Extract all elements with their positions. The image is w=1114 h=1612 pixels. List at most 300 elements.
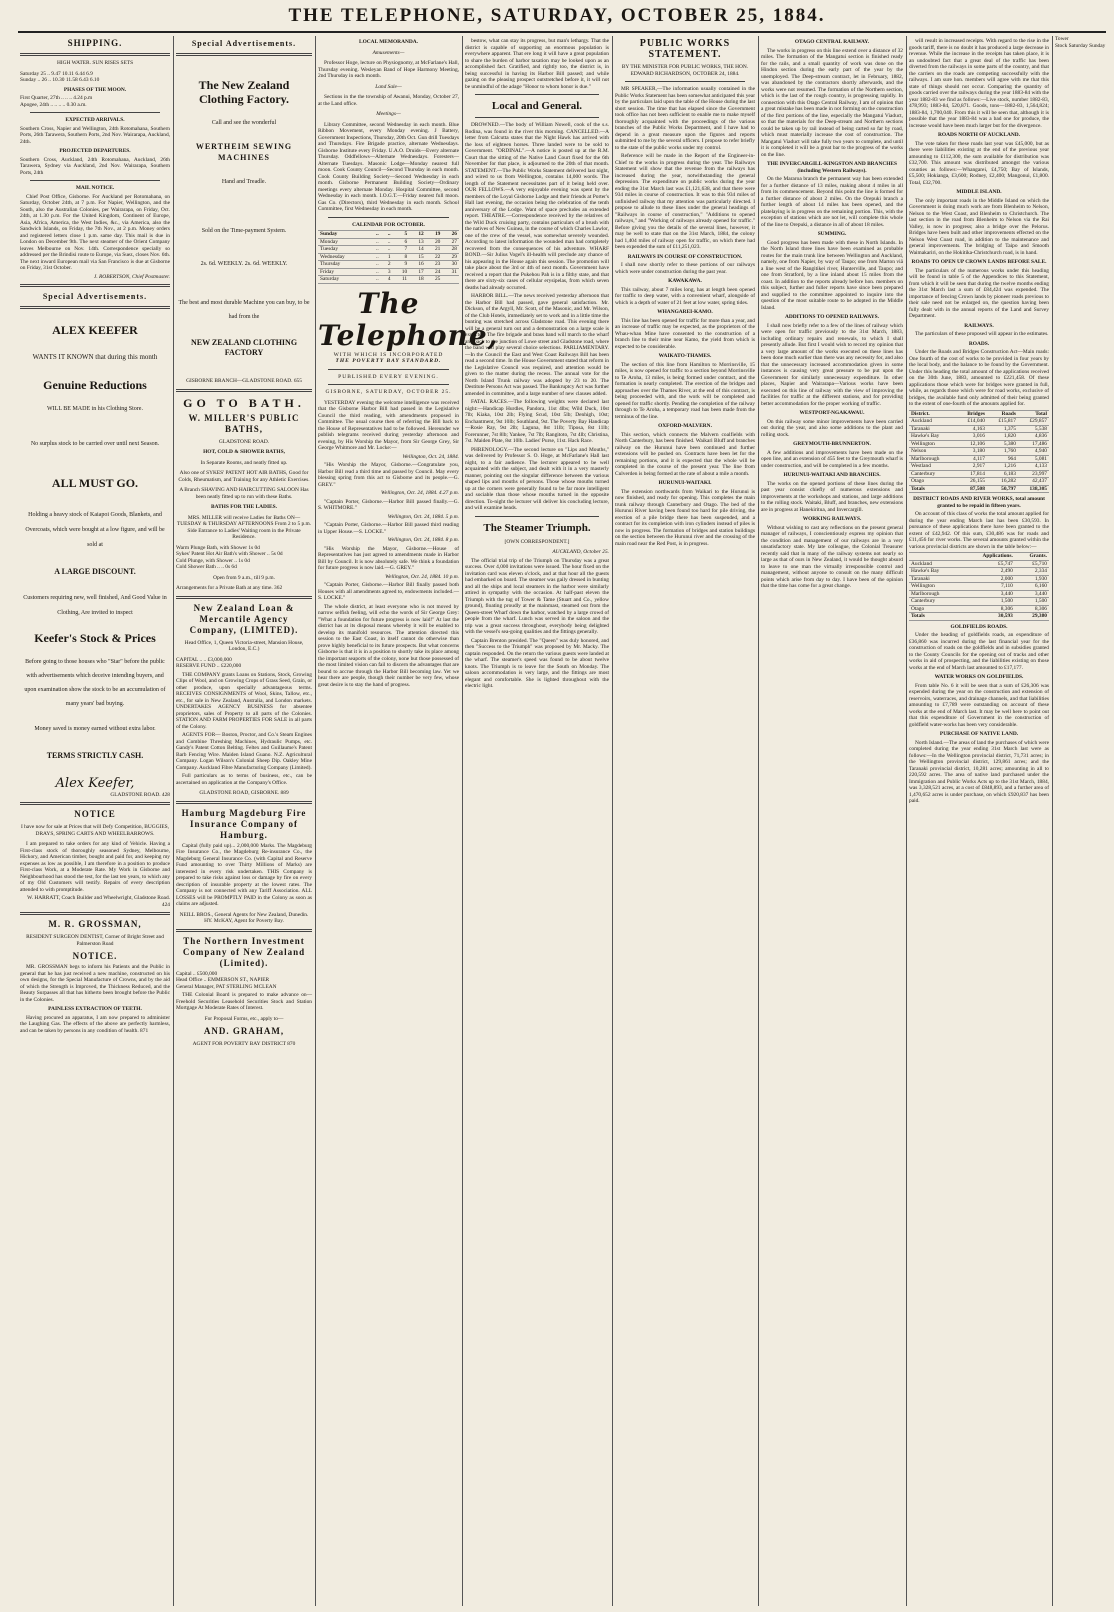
moon-heading: PHASES OF THE MOON.: [63, 86, 127, 93]
greymouth-text: A few additions and improvements have been made on the open line, and an extension of 455 feet to the Greymouth wharf is under construction, and will be completed in a few months.: [761, 449, 903, 469]
divider: [20, 912, 170, 915]
divider: [475, 516, 599, 517]
kawakawa-heading: KAWAKAWA.: [668, 278, 702, 284]
wertheim-heading: WERTHEIM SEWING MACHINES: [195, 142, 293, 162]
land-sale-heading: Land Sale—: [375, 83, 402, 90]
divider: [20, 306, 170, 309]
nameplate-sub1: WITH WHICH IS INCORPORATED: [333, 351, 444, 358]
table-value-cell: 8: [393, 253, 410, 261]
miller-heading: W. MILLER'S PUBLIC BATHS,: [188, 412, 300, 434]
harratt-signature: W. HARRATT, Coach Builder and Wheelwright, Gladstone Road. 424: [27, 895, 170, 908]
column-7: [909, 36, 1049, 1606]
table-value-cell: 5,081: [1018, 455, 1049, 463]
table-value-cell: 3,440: [960, 590, 1014, 598]
additions-heading: ADDITIONS TO OPENED RAILWAYS.: [784, 314, 880, 320]
postmaster-signature: J. ROBERTSON, Chief Postmaster.: [93, 273, 170, 280]
working-heading: WORKING RAILWAYS.: [802, 516, 862, 522]
table-value-cell: 1,760: [987, 448, 1018, 456]
divider: [176, 596, 312, 599]
table-value-cell: 15: [409, 253, 426, 261]
table-value-cell: 3,180: [956, 448, 987, 456]
calendar-row: [318, 238, 459, 246]
water-works-text: From table No. 6 it will be seen that a sum of £26,306 was expended during the year on the construction and extension of reservoirs, waterraces, and drainage channels, and that liabilities amounting to £7,789 were outstanding on account of these works at the end of March last. It may be well here to point out that this expenditure of Government in the construction of goldfield water-works has been very considerable.: [909, 682, 1049, 728]
crown-lands-text: The particulars of the numerous works under this heading will be found in table 5 of the Appendices to this Statement, from which it will be seen that during the twelve months ending the 31st March last a sum of £84,424 was expended. The importance of fencing Crown lands by pioneer roads previous to their sale need not be enlarged on, the question having been fully dealt with in the annual reports of the Land and Survey Department.: [909, 267, 1049, 319]
table-value-cell: £14,040: [956, 418, 987, 426]
dateline: GISBORNE, SATURDAY, OCTOBER 25.: [325, 389, 452, 395]
railway-receipts-text: will result in increased receipts. With regard to the rise in the goods tariff, there is no doubt it has produced a large decrease in revenue. While the increase in the receipts has taken place, it is an undoubted fact that a great deal of the traffic has been diverted from the railways in some parts of the country, and that the carriers on the roads are competing successfully with the railways. I am sure hon. members will agree with me that this state of things should not occur. Comparing the quantity of goods carried over the railways during the year 1883-84 with the year 1882-83 we find as follows:—Live stock, number 1882-83, 478,993; 1883-84, 520,871. Goods, tons—1882-83, 1,564,824; 1883-84, 1,700,040. From this it will be seen that, although it is possible that the year 1883-84 was a bad one for produce, the increase would have been much larger but for the divergence.: [909, 38, 1049, 129]
discount-heading: A LARGE DISCOUNT.: [54, 567, 136, 576]
table-row: [909, 560, 1049, 568]
divider: [475, 117, 599, 118]
steamer-subtitle: [OWN CORRESPONDENT.]: [504, 538, 570, 545]
table-value-cell: ..: [381, 246, 393, 254]
table-value-cell: 25: [426, 276, 443, 284]
table-label-cell: Taranaki: [909, 575, 960, 583]
miller-address: GLADSTONE ROAD.: [218, 438, 270, 445]
table-row: [909, 433, 1049, 441]
terms-heading: TERMS STRICTLY CASH.: [46, 751, 144, 760]
divider: [328, 384, 449, 385]
table-value-cell: 2: [381, 261, 393, 269]
table-value-cell: 5,538: [1018, 425, 1049, 433]
grants-table: [909, 552, 1049, 621]
table-value-cell: 964: [987, 455, 1018, 463]
all-must-go: ALL MUST GO.: [51, 476, 139, 490]
column-rule: [173, 36, 174, 1606]
divider: [30, 112, 160, 113]
rcc-heading: RAILWAYS IN COURSE OF CONSTRUCTION.: [627, 253, 743, 260]
price-row: Warm Plunge Bath, with Shower 1s 0d: [176, 544, 260, 551]
table-label-cell: Canterbury: [909, 470, 956, 478]
northern-heading: The Northern Investment Company of New Zealand (Limited).: [182, 935, 306, 968]
table-value-cell: Applications.: [960, 553, 1014, 561]
meetings-heading: Meetings—: [376, 111, 401, 117]
notice-subtitle: I have now for sale at Prices that will Defy Competition, BUGGIES, DRAYS, SPRING CARTS AND WHEELBARROWS.: [20, 824, 170, 837]
table-value-cell: 8,306: [1015, 605, 1049, 613]
table-label-cell: Auckland: [909, 418, 956, 426]
table-value-cell: ..: [369, 253, 381, 261]
table-value-cell: 17,486: [1018, 440, 1049, 448]
table-value-cell: 6,160: [1015, 583, 1049, 591]
local-general-heading: Local and General.: [491, 100, 583, 112]
calendar-row: [318, 276, 459, 284]
nameplate: [318, 286, 499, 396]
table-value-cell: 1,930: [1015, 575, 1049, 583]
telegram-date: Wellington, Oct. 24, 1884. 10 p.m.: [385, 573, 459, 580]
table-value-cell: 23,997: [1018, 470, 1049, 478]
table-value-cell: 7: [393, 246, 410, 254]
column-rule: [1052, 36, 1053, 1606]
oxford-text: This section, which connects the Malvern coalfields with North Canterbury, has been finished. Waikari Bluff and branches railway on the Hurunui have been continued and further extensions will be pushed on. Contracts have been let for the remaining portions, and it is expected that the whole will be completed in the course of the present year. The line from Culverden is being formed at the rate of about a mile a month.: [615, 431, 755, 477]
district-table: [909, 410, 1049, 494]
table-value-cell: Total: [1018, 410, 1049, 418]
table-value-cell: 30,593: [960, 613, 1014, 621]
waikato-heading: WAIKATO-THAMES.: [658, 353, 712, 359]
hurunui-heading: HURUNUI-WAITAKI.: [658, 480, 712, 486]
pws-text: Reference will be made in the Report of the Engineer-in-Chief to the works in progress during the year. The Railways Statement will show that the revenue from the railways has increased during the year, notwithstanding the general depression. The expenditure on public works during the year ending the 31st March last was £1,121,638, and that there were 934 miles in course of construction. It was to this 934 miles of unfinished railway that my attention was particularly directed. I propose to allude to these lines under the general headings of "Railways in course of construction," "Additions to opened railways," and "Working of railways already opened for traffic." Before giving you the details of the several lines, however, it may be well to state that on the 31st March, 1884, the colony had 1,404 miles of railway open for traffic, on which there had been expended the sum of £11,251,023.: [615, 153, 755, 250]
table-value-cell: 29,380: [1015, 613, 1049, 621]
westport-text: On this railway some minor improvements have been carried out during the year, and also some additions to the plant and rolling stock.: [761, 418, 903, 438]
call-text: Call and see the wonderful: [211, 120, 277, 126]
moon-row: First Quarter, 27th .. .. .. 4.24 p.m: [20, 95, 93, 101]
ladies-text: MRS. MILLER will receive Ladies for Baths ON— TUESDAY & THURSDAY AFTERNOONS From 2 to 5 p.m. Side Entrance to Ladies' Waiting room in the Private Residence.: [176, 514, 312, 540]
otago-text: The works in progress on this line extend over a distance of 32 miles. The formation of the Mangatui section is finished ready for the rails, and a small quantity of work was done on the Hindon section during the early part of the year by the unemployed. The Deep-stream contract, let in February, 1882, was abandoned by the contractors shortly afterwards, and the works were not resumed. The formation of the Northern section, which is the last of the rough country, is progressing rapidly. In connection with this Otago Central Railway, I am of opinion that a great mistake has been made in not forming on the construction of the first portions of the line, especially the Mangatui Viaduct, so that the materials for the Deep-stream and Northern sections could be taken up by rail instead of being carted so far by road, which must materially increase the cost of construction. The Mangatui Viaduct will take fully two years to complete, and until it is completed it will be a great bar to the progress of the works on the line.: [761, 47, 903, 158]
table-row: [909, 418, 1049, 426]
table-value-cell: 10: [393, 268, 410, 276]
leader-text: YESTERDAY evening the welcome intelligence was received that the Gisborne Harbor Bill had passed in the Legislative Council the third reading, with amendments proposed in Committee. The usual course then of referring the Bill back to the House of Representatives had to be followed. Hereunder we publish telegrams received during yesterday afternoon and evening, by His Worship the Mayor, from Sir George Grey, Sir George Whitmore and Mr. Locke:—: [318, 399, 459, 451]
table-row: [909, 583, 1049, 591]
column-8-edge: [1055, 36, 1110, 1606]
table-value-cell: Bridges: [956, 410, 987, 418]
notice-text: I am prepared to take orders for any kind of Vehicle. Having a First-class stock of thoroughly seasoned Sydney, Melbourne, Hickory, and American timber, bought and paid for, and keeping my expenses as low as possible, I am therefore in a position to produce First-class Work, at a Moderate Rate. My Work in Gisborne and Neighbourhood has stood the test, for the last ten years, to which any of my Old Customers will testify. Repairs of every description attended to with promptitude.: [20, 841, 170, 893]
column-5: [615, 36, 755, 1606]
holding-text: Holding a heavy stock of Kaiapoi Goods, Blankets, and Overcoats, which were bought at a low figure, and will be sold at: [25, 512, 165, 548]
graham-name: AND. GRAHAM,: [203, 1026, 285, 1036]
painless-text: Having procured an apparatus, I am now prepared to administer the Laughing Gas. The effects of the above are perfectly harmless, and can be taken by persons in any condition of health. 871: [20, 1014, 170, 1034]
table-value-cell: 1,216: [987, 463, 1018, 471]
table-value-cell: ..: [369, 276, 381, 284]
money-text: Money saved is money earned without extra labor.: [34, 726, 156, 732]
table-value-cell: 21: [426, 246, 443, 254]
table-value-cell: £5,710: [1015, 560, 1049, 568]
calendar-row: [318, 231, 459, 239]
roads-north-text: The vote taken for these roads last year was £45,000, but as there were liabilities existing at the end of the previous year amounting to £112,300, the sum available for distribution was £32,700. This amount was distributed amongst the various counties as follows:—Whangarei, £4,750; Bay of Islands, £5,500; Hokianga, £3,600; Rodney, £2,400; Mangonui, £1,800. Total, £32,700.: [909, 140, 1049, 186]
westport-heading: WESTPORT-NGAKAWAU.: [799, 410, 865, 416]
hurunui-branches-heading: HURUNUI-WAITAKI AND BRANCHES.: [783, 472, 881, 478]
telegram-date: Wellington, Oct. 24, 1884. 4.27 p.m.: [381, 490, 459, 496]
divider: [20, 53, 170, 56]
amusements-text: Professor Hoge, lecture on Physiognomy, at McFarlane's Hall, Thursday evening. Wesleyan Band of Hope Harmony Meeting, 2nd Thursday in each month.: [318, 60, 459, 79]
table-label-cell: Marlborough: [909, 590, 960, 598]
divider: [328, 217, 449, 218]
divider: [176, 929, 312, 932]
nzloan-head-office: Head Office, 1, Queen Victoria-street, Mansion House, London, E.C.): [184, 639, 304, 652]
table-label-cell: Friday: [318, 268, 369, 276]
table-value-cell: 29: [442, 253, 459, 261]
mail-text: Chief Post Office, Gisborne. For Auckland per Rotomahana, on Saturday, October 24th, at 7 p.m. For Napier, Wellington, and the South, also the Australian Colonies, per Wairarapa, on Friday, Oct. 24th, at 1.30 p.m. For the United Kingdom, Continent of Europe, Asia, Africa, America, the West Indies, &c., via America, also the Sandwich Islands, on Friday, the 7th Nov., at 2 p.m. Money orders and registered letters close 1 p.m. same day. This mail is due in London on December 9th. The next steamer of the Orient Company leaves Melbourne on Nov. 14th. Correspondence specially so addressed per the Brindisi route to Europe, via Suez, closes Nov. 6th. The next inward European mail via San Francisco is due at Gisborne on Friday, 31st October.: [20, 193, 170, 271]
table-label-cell: Monday: [318, 238, 369, 246]
table-value-cell: ..: [381, 238, 393, 246]
tide-row: Saturday 25 .. 9.47 10.11 6.44 6.9: [20, 70, 93, 77]
table-value-cell: 2,490: [960, 568, 1014, 576]
hand-text: Hand and Treadle.: [221, 179, 267, 185]
table-value-cell: 31: [442, 268, 459, 276]
rcc-text: I shall now shortly refer to these portions of our railways which were under construction during the past year.: [615, 262, 755, 275]
table-value-cell: ..: [381, 231, 393, 239]
telegram-date: Wellington, Oct. 24, 1884.: [402, 453, 459, 460]
table-value-cell: [442, 276, 459, 284]
table-row: [909, 455, 1049, 463]
column-4: [465, 36, 609, 1606]
edge-text: Tower: [1055, 36, 1069, 42]
notice-heading: NOTICE: [74, 809, 116, 819]
special-ads-heading: Special Advertisements.: [191, 39, 297, 48]
whangarei-heading: WHANGAREI-KAMO.: [657, 309, 713, 315]
local-general-text: FATAL RACES.—The following weights were declared last night:—Handicap Hurdles, Pandora, 11st 4lbs; Wild Duck, 10st 7lb; Kiaka, 10st 2lb; Flying Scud, 10st 5lb; Denhigh, 10st; Enchantment, 9st 10lb; Southland, 9st. The Poverty Bay Handicap—Rosie Ray, 9st 2lb; Laguna, 8st 11lb; Tiposa, 8st 11lb; Forerunner, 7st 8lb; Yankee, 7st 7lb; Rangitoto, 7st 4lb; Christina, 7st. Maiden Plate, 8st 10lb. Ladies' Purse, 11st. Hack Race.: [465, 399, 609, 444]
notice2-heading: NOTICE.: [72, 951, 118, 961]
table-value-cell: 13: [409, 238, 426, 246]
goldfields-heading: GOLDFIELDS ROADS.: [950, 623, 1008, 630]
local-general-text: HARBOR BILL.—The news received yesterday afternoon that the Harbor Bill had passed, gave general satisfaction. Mr. Dickson, of the Argyll, Mr. Scott, of the Masonic, and Mr. Wilson, of the Club Hotels, immediately set to work and in a little time the bunting was stretched across Gladstone road. This evening there will be a general turn out and a demonstration on a large scale is expected. The fire brigade and brass band will march to the wharf and back to the junction of Lowe street and Gladstone road, where the band will play several choice selections. PARLIAMENTARY.—In the Council the East and West Coast Railways Bill has been read a second time. In the House Government stated that reform in the Legislative Council was required, and attention would be given to the matter during the recess. The annual vote for the North Island Trunk railway was adopted by 23 to 20. The Destitute Persons Act was passed. The Bankruptcy Act was further amended in committee, and a large number of new clauses added.: [465, 293, 609, 397]
customers-text: Customers requiring new, well finished, And Good Value in Clothing, Are invited to inspect: [23, 595, 167, 616]
table-value-cell: 7,110: [960, 583, 1014, 591]
table-value-cell: 4: [381, 276, 393, 284]
table-label-cell: Marlborough: [909, 455, 956, 463]
table-value-cell: £29,857: [1018, 418, 1049, 426]
invercargill-text: On the Mararoa branch the permanent way has been extended for a further distance of 13 miles, making about 4 miles in all from its commencement. Beyond this point the line is formed for a further distance of about 2 miles. On the Orepuki branch a further length of about 14 miles has been opened, and the platelaying is in progress on the remaining portion. This, with the exception of stations which are not let, will complete this whole of the line to Orepuki, a distance in all of about 18 miles.: [761, 176, 903, 228]
table-label-cell: [909, 553, 960, 561]
working-text: Without wishing to cast any reflections on the present general manager of railways, I conscientiously express my opinion that the condition and management of our railways are in a very unsatisfactory state. My late colleague, the Colonial Treasurer recently said that in many of the railway systems not nearly so large as that of ours in New Zealand, it would be thought absurd to leave to one man the virtually irresponsible control and management, without anyone to consult on the many difficult points which arise from day to day. I have been of the opinion that the time has come for a great change.: [761, 524, 903, 589]
roads-heading: ROADS.: [968, 340, 990, 347]
arrangements-text: Arrangements for a Private Bath at any time. 362: [176, 585, 283, 591]
table-value-cell: £5,747: [960, 560, 1014, 568]
nzcf-heading: The New Zealand Clothing Factory.: [198, 78, 290, 106]
goto-bath-heading: GO TO BATH.: [183, 395, 305, 410]
table-row: [909, 485, 1049, 493]
telegram-text: "Captain Porter, Gisborne.—Harbor Bill passed finally.—G. S. WHITMORE.": [318, 498, 459, 511]
pws-subtitle: BY THE MINISTER FOR PUBLIC WORKS, THE HON. EDWARD RICHARDSON, OCTOBER 24, 1884.: [621, 64, 749, 77]
table-label-cell: Hawke's Bay: [909, 433, 956, 441]
table-row: [909, 590, 1049, 598]
table-label-cell: Totals: [909, 485, 956, 493]
calendar-row: [318, 261, 459, 269]
northern-manager: General Manager, PAT STERLING MCLEAN: [176, 983, 277, 990]
local-general-text: PHRENOLOGY.—The second lecture on "Lips and Mouths," was delivered by Professor S. O. Hoge, at McFarlane's Hall last night, to a fair audience. The lecturer appeared to be well acquainted with the subject, and dealt with it in a very masterly manner, pointing out the singular difference between the various shaped lips and mouths of persons. Those whose mouths turned up at the corners were generally found to be far more intelligent and sociable than those whose mouths turned in the opposite direction. To-night the lecturer will deliver his concluding lecture, and will examine heads.: [465, 446, 609, 511]
table-label-cell: Auckland: [909, 560, 960, 568]
nameplate-title: The Telephone,: [318, 286, 499, 352]
price-row: Cold Plunge, with Shower .. 1s 0d: [176, 557, 250, 564]
before-text: Before going to those houses who "Star" before the public with advertisements which deceive intending buyers, and upon examination show the stock to be an accumulation of many years' bad buying.: [24, 659, 166, 707]
native-land-text: North Island.—The areas of land the purchases of which were completed during the year ending 31st March last were as follows:—In the Wellington provincial district, 71,731 acres; in the Wellington provincial district, 129,861 acres; and the Taranaki provincial district, 10,281 acres; amounting in all to 220,592 acres. The area of native land purchased under the Immigration and Public Works Acts up to the 31st March, 1884, was 3,328,521 acres, at a cost of £848,893, and a further area of 1,470,652 acres is under purchase, on which £920,837 has been paid.: [909, 739, 1049, 804]
table-value-cell: 16: [409, 261, 426, 269]
table-label-cell: Canterbury: [909, 598, 960, 606]
table-row: [909, 470, 1049, 478]
local-memoranda-heading: LOCAL MEMORANDA.: [359, 39, 418, 45]
table-label-cell: Thursday: [318, 261, 369, 269]
meetings-text: Library Committee, second Wednesday in each month. Blue Ribbon Movement, every Monday evening. J Battery, Government Inspections, Thursday, 20th Oct. Gun drill Tuesdays and Thursdays. Fire Brigade practice, alternate Wednesdays. Gisborne Institute every Friday. U.A.O. Druids—Every alternate Thursday. Oddfellows—Alternate Wednesdays. Foresters—Alternate Tuesdays. Masonic Lodge—Monday nearest full moon. Cook County Council—Second Thursday in each month. Cook County Building Society—Second Wednesday in each month. Gisborne Permanent Building Society—Ordinary meetings every alternate Monday. Hospital Committee, second Wednesday in each month. I.O.G.T.—Friday nearest full moon. Gas Co. (Directors), third Wednesday in each month. School Committee, first Wednesday in each month.: [318, 121, 459, 212]
table-label-cell: Totals: [909, 613, 960, 621]
table-row: [909, 613, 1049, 621]
shipping-heading: SHIPPING.: [67, 38, 123, 48]
native-land-heading: PURCHASE OF NATIVE LAND.: [939, 731, 1019, 737]
table-label-cell: Nelson: [909, 448, 956, 456]
telegram-text: "His Worship the Mayor, Gisborne.—House of Representatives has just agreed to amendments made in Harbor Bill by Council. It is now absolutely safe. We think a foundation for future progress is now laid.—G. GREY.": [318, 545, 459, 571]
table-label-cell: District.: [909, 410, 956, 418]
divider: [20, 284, 170, 287]
table-value-cell: 42,437: [1018, 478, 1049, 486]
table-label-cell: Tuesday: [318, 246, 369, 254]
steamer-text: The official trial trip of the Triumph on Thursday was a great success. Over 4,000 invitations were issued. The hour fixed on the invitation card was eleven o'clock, and at that hour all the guests had embarked on board. The steamer was gaily dressed in bunting and all the ships and local steamers in the harbor were similarly attired in sympathy with the occasion. At half-past eleven the Triumph with the tug of Tower & Tame (Stuart and Co., yellow ground), floating proudly at the mainmast, steamed out from the Queen-street Wharf down the harbor, watched by a large crowd of people from the wharf. Lunch was served in the saloon and the trip was a great success throughout, everybody being delighted with the vessel's sea-going qualities and the fittings generally.: [465, 557, 609, 635]
table-value-cell: 17: [409, 268, 426, 276]
table-row: [909, 575, 1049, 583]
column-2: [176, 36, 312, 1606]
table-value-cell: 138,305: [1018, 485, 1049, 493]
whangarei-text: This line has been opened for traffic for more than a year, and an increase of traffic may be expected, as the proprietors of the Whau-whau Mine have consented to the construction of a branch line to their mine near Kamo, the yield from which is expected to be considerable.: [615, 317, 755, 350]
middle-island-text: The only important roads in the Middle Island on which the Government is doing much work are from Blenheim to Nelson, Nelson to the West Coast, and Blenheim to Christchurch. The last section in the road from Blenheim to Nelson via the Rai Valley, is now in progress; also a bridge over the Pelorus. Bridges have been built and other improvements effected on the Nelson West Coast road, in addition to the maintenance and general improvements. The bridging of Taipo and Smooth Waimakariri, on the Hokitika-Christchurch road, is in hand.: [909, 197, 1049, 256]
factory-name: NEW ZEALAND CLOTHING FACTORY: [190, 338, 298, 357]
also-text: Also one of SYKES' PATENT HOT AIR BATHS, Good for Colds, Rheumatism, and Training for any Athletic Exercises.: [178, 470, 310, 483]
table-label-cell: Hawke's Bay: [909, 568, 960, 576]
will-be-text: WILL BE MADE in his Clothing Store.: [47, 406, 143, 412]
table-value-cell: 2,917: [956, 463, 987, 471]
table-value-cell: 4,117: [956, 455, 987, 463]
pws-heading: PUBLIC WORKS STATEMENT.: [639, 38, 731, 60]
northern-capital: Capital .. £500,000: [176, 970, 218, 977]
table-value-cell: 26,155: [956, 478, 987, 486]
published-text: PUBLISHED EVERY EVENING.: [338, 373, 439, 380]
table-value-cell: 12,106: [956, 440, 987, 448]
agents-text: AGENTS FOR— Boston, Proctor, and Co.'s Steam Engines and Combine Threshing Machines, Hydraulic Pumps, etc. Gandy's Patent Cotton Belting. Feltex and Guillaume's Patent Barb Fencing Wire. Maiden Island Guano. N.Z. Agricultural Company. Logan Wilson's Colonial Sheep Dip. Oakley Mine Company. Auckland Fibre Manufacturing Company (Limited).: [176, 732, 312, 771]
table-label-cell: Wellington: [909, 583, 960, 591]
table-value-cell: 20: [426, 238, 443, 246]
roads-north-heading: ROADS NORTH OF AUCKLAND.: [938, 132, 1020, 138]
kawakawa-text: This railway, about 7 miles long, has at length been opened for traffic to deep water, with a convenient wharf, alongside of which is a depth of water of 21 feet at low water, spring tides.: [615, 286, 755, 306]
price-row: Sykes' Patent Hot Air Bath's with Shower .. 5s 0d: [176, 551, 283, 557]
table-value-cell: 30: [442, 261, 459, 269]
price-row: Cold Shower Bath .. .. 0s 6d: [176, 564, 237, 570]
calendar-heading: CALENDAR FOR OCTOBER.: [352, 221, 425, 228]
district-roads-text: On account of this class of works the total amount applied for during the year ending March last has been £30,593. In pursuance of these applications there have been granted to the extent of £42,942. Of this sum, £30,486 was for roads and £11,456 for river works. The several amounts granted within the various provincial districts are shown in the table below:—: [909, 511, 1049, 550]
otago-heading: OTAGO CENTRAL RAILWAY.: [794, 39, 870, 45]
divider: [176, 53, 312, 56]
branch-text: GISBORNE BRANCH—GLADSTONE ROAD. 655: [186, 378, 302, 384]
crown-lands-heading: ROADS TO OPEN UP CROWN LANDS BEFORE SALE.: [911, 259, 1047, 265]
column-rule: [758, 36, 759, 1606]
table-value-cell: 19: [426, 231, 443, 239]
divider: [475, 94, 599, 95]
keefer-signature: Alex Keefer,: [55, 776, 135, 791]
northern-office: Head Office .. EMMERSON ST., NAPIER: [176, 977, 270, 983]
particulars-text: Full particulars as to terms of business, etc., can be ascertained on application at the Company's Office.: [176, 773, 312, 786]
ladies-heading: BATHS FOR THE LADIES.: [210, 504, 277, 510]
hurunui-branches-text: The works on the opened portions of these lines during the past year consist chiefly of numerous extensions and improvements at the workshops and stations, and large additions to the rolling stock. Waitaki, Bluff, and branches, new extensions are in progress at Hanekiritua, and Invercargill.: [761, 480, 903, 513]
hurunui-text: The extension northwards from Waikari to the Hurunui is now finished, and ready for opening. This completes the main trunk railway through Canterbury and Otago. The bed of the Hurunui River having been found too hard for pile driving, the erection of a pile bridge there has been suspended, and a contract for its completion with iron cylinders instead of piles is now in progress. The formation of bridges and station buildings on the section between the Hurunui river and the crossing of the main road near the Red Post, is in progress.: [615, 488, 755, 547]
table-value-cell: ..: [369, 238, 381, 246]
amusements-heading: Amusements—: [372, 49, 405, 56]
table-value-cell: Roads: [987, 410, 1018, 418]
invercargill-heading: THE INVERCARGILL-KINGSTON AND BRANCHES (including Western Railways).: [766, 161, 898, 174]
table-row: [909, 448, 1049, 456]
table-value-cell: 23: [426, 261, 443, 269]
calendar-table: [318, 230, 459, 284]
wants-text: WANTS IT KNOWN that during this month: [32, 353, 158, 361]
moon-row: Apogee, 24th .. .. .. .. 0.30 a.m.: [20, 101, 87, 108]
steamer-heading: The Steamer Triumph.: [483, 521, 591, 534]
sold-text: Sold on the Time-payment System.: [201, 228, 287, 234]
no-surplus-text: No surplus stock to be carried over until next Season.: [30, 441, 160, 447]
keefers-stock-heading: Keefer's Stock & Prices: [34, 631, 156, 645]
telegram-date: Wellington, Oct. 24, 1884. 8 p.m.: [387, 537, 459, 543]
divider: [176, 389, 312, 392]
railways-text: The particulars of these proposed will appear in the estimates.: [915, 331, 1049, 337]
column-3: [318, 36, 499, 1606]
reductions-heading: Genuine Reductions: [43, 378, 147, 392]
edge-text: Stock Saturday Sunday: [1055, 42, 1106, 49]
railways-heading: RAILWAYS.: [964, 322, 994, 329]
table-value-cell: 50,797: [987, 485, 1018, 493]
telegram-text: "Captain Porter, Gisborne.—Harbor Bill passed third reading in Upper House.—S. LOCKE.": [318, 522, 459, 535]
arrivals-text: Southern Cross, Napier and Wellington, 24th Rotomahana, Southern Ports, 26th Tarawera, Southern Ports, 2nd Nov. Wairarapa, Auckland, 24th.: [20, 125, 170, 145]
table-row: [909, 410, 1049, 418]
masthead-title: THE TELEPHONE, SATURDAY, OCTOBER 25, 1884.: [288, 5, 826, 26]
table-value-cell: 2,334: [1015, 568, 1049, 576]
calendar-row: [318, 253, 459, 261]
painless-heading: PAINLESS EXTRACTION OF TEETH.: [48, 1006, 142, 1012]
table-value-cell: 6: [393, 238, 410, 246]
table-value-cell: 4,836: [1018, 433, 1049, 441]
northern-text: THE Colonial Board is prepared to make advance on— Freehold Securities Leasehold Securities Stock and Station Mortgage At Moderate Rates of Interest.: [176, 992, 312, 1011]
table-row: [909, 553, 1049, 561]
divider: [20, 802, 170, 805]
table-label-cell: Taranaki: [909, 425, 956, 433]
table-value-cell: 1: [381, 253, 393, 261]
table-value-cell: ..: [369, 261, 381, 269]
table-label-cell: Otago: [909, 478, 956, 486]
saloon-text: A Branch SHAVING AND HAIRCUTTING SALOON Has been neatly fitted up to run with these Baths.: [179, 487, 309, 500]
divider: [30, 180, 160, 181]
table-label-cell: Wednesday: [318, 253, 369, 261]
divider: [176, 801, 312, 804]
table-value-cell: 87,508: [956, 485, 987, 493]
table-value-cell: 8,306: [960, 605, 1014, 613]
table-value-cell: 22: [426, 253, 443, 261]
waikato-text: The section of this line from Hamilton to Morrinsville, 15 miles, is now opened for traffic to a section beyond Morrinsville to Te Aroha, 13 miles, is being formed under contract, and the formation is nearly completed. The erection of the bridges and approaches over the Thames River, at the end of this contract, is being proceeded with, and the work will be completed and opened for traffic shortly. Pending the completion of the railway through to Te Aroha, a temporary road has been made from the terminus of the line.: [615, 361, 755, 420]
table-value-cell: Grants.: [1015, 553, 1049, 561]
table-row: [909, 425, 1049, 433]
column-6: [761, 36, 903, 1606]
table-value-cell: ..: [369, 231, 381, 239]
district-roads-heading: DISTRICT ROADS AND RIVER WORKS, total amount granted to be repaid in fifteen years.: [913, 496, 1045, 509]
best-text: The best and most durable Machine you can buy, to be had from the: [178, 300, 310, 320]
grossman-name: M. R. GROSSMAN,: [48, 919, 142, 929]
tide-row: Sunday .. 26 .. 10.30 11.58 6.43 6.10: [20, 77, 100, 83]
masthead-rule: [18, 31, 1106, 33]
table-value-cell: 3,440: [1015, 590, 1049, 598]
departures-text: Southern Cross, Auckland, 24th Rotomahana, Auckland, 26th Tarawera, Sydney via Auckland, 2nd Nov. Wairarapa, Southern Ports, 24th: [20, 156, 170, 176]
hot-baths: HOT, COLD & SHOWER BATHS,: [203, 449, 285, 455]
summing-heading: SUMMING.: [817, 231, 847, 237]
leader-continued: bestow, what can stay its progress, but man's lethargy. That the district is capable of supporting an enormous population is everywhere apparent. That ere long it will have a great population to share the burden of harbor taxation may be looked upon as an accomplished fact. Gratified, and rightly too, the district is, in being successful in having its Harbor Bill passed; and while gazing on the pleasing prospect outstretched before it, it will not be unmindful of the adage "Honor to whom honor is due.": [465, 38, 609, 90]
table-label-cell: Saturday: [318, 276, 369, 284]
divider: [625, 81, 745, 82]
telegram-text: "His Worship the Mayor, Gisborne.—Congratulate you, Harbor Bill read a third time and passed by Council. May every blessing spring from this act to Gisborne and its people.—G. GREY.": [318, 462, 459, 488]
water-works-heading: WATER WORKS ON GOLDFIELDS.: [934, 674, 1024, 680]
calendar-row: [318, 246, 459, 254]
graham-subtitle: AGENT FOR POVERTY BAY DISTRICT 870: [192, 1041, 296, 1047]
table-value-cell: 6,183: [987, 470, 1018, 478]
arrivals-heading: EXPECTED ARRIVALS.: [65, 117, 125, 123]
keefer-name: ALEX KEEFER: [52, 323, 138, 337]
table-value-cell: 9: [393, 261, 410, 269]
table-value-cell: 14: [409, 246, 426, 254]
table-value-cell: 11: [393, 276, 410, 284]
roads-text: Under the Roads and Bridges Construction Act—Main roads: One fourth of the cost of works to be provided in four years by the local body, and the balance to be found by the Government. Under this heading the total amount of the applications received on the 30th June, 1883, amounted to £221,458. Of these applications those which were for bridges were granted in full, while, as regards those which were for road works, exclusive of bridges, the available fund only admitted of their being granted to the extent of one-fourth of the amounts applied for.: [909, 349, 1049, 407]
nameplate-sub2: THE POVERTY BAY STANDARD.: [335, 358, 442, 364]
open-hours: Open from 9 a.m., till 9 p.m.: [213, 574, 275, 581]
table-value-cell: 4,163: [956, 425, 987, 433]
column-rule: [612, 36, 613, 1606]
table-value-cell: 12: [409, 231, 426, 239]
table-value-cell: £15,817: [987, 418, 1018, 426]
notice2-text: MR. GROSSMAN begs to inform his Patients and the Public in general that he has just received a new machine, constructed on his own designs, for the Special Manufacture of Crowns, and by the aid of which the Strength is Improved, the Thickness Reduced, and the Beauty Surpasses all that has hitherto been brought before the Public in the Colonies.: [20, 964, 170, 1003]
table-row: [909, 478, 1049, 486]
table-value-cell: 3,016: [956, 433, 987, 441]
pws-intro: MR SPEAKER,—The information usually contained in the Public Works Statement has been somewhat anticipated this year by the particulars laid upon the table of the House during the last short session. The time that has elapsed since the Government took office has not been sufficient to enable me to make myself thoroughly acquainted with the proceedings of the various branches of the Public Works Department, and I have had to depend in a great measure upon the figures and reports submitted to me by the several officers. I propose to refer briefly to the state of the public works under my control.: [615, 86, 755, 151]
table-value-cell: 18: [409, 276, 426, 284]
table-row: [909, 598, 1049, 606]
table-value-cell: 1,500: [960, 598, 1014, 606]
steamer-text: Captain Brenton presided. The "Queen" was duly honored, and then "Success to the Triumph" was proposed by Mr. Macky. The captain responded. On the return the various guests were landed at the wharf. The steamer's speed was found to be about twelve knots. The Triumph is to leave for the South on Monday. The saloon accommodation is very large, and the fittings are most elegant and comfortable. She is lighted throughout with the electric light.: [465, 637, 609, 689]
